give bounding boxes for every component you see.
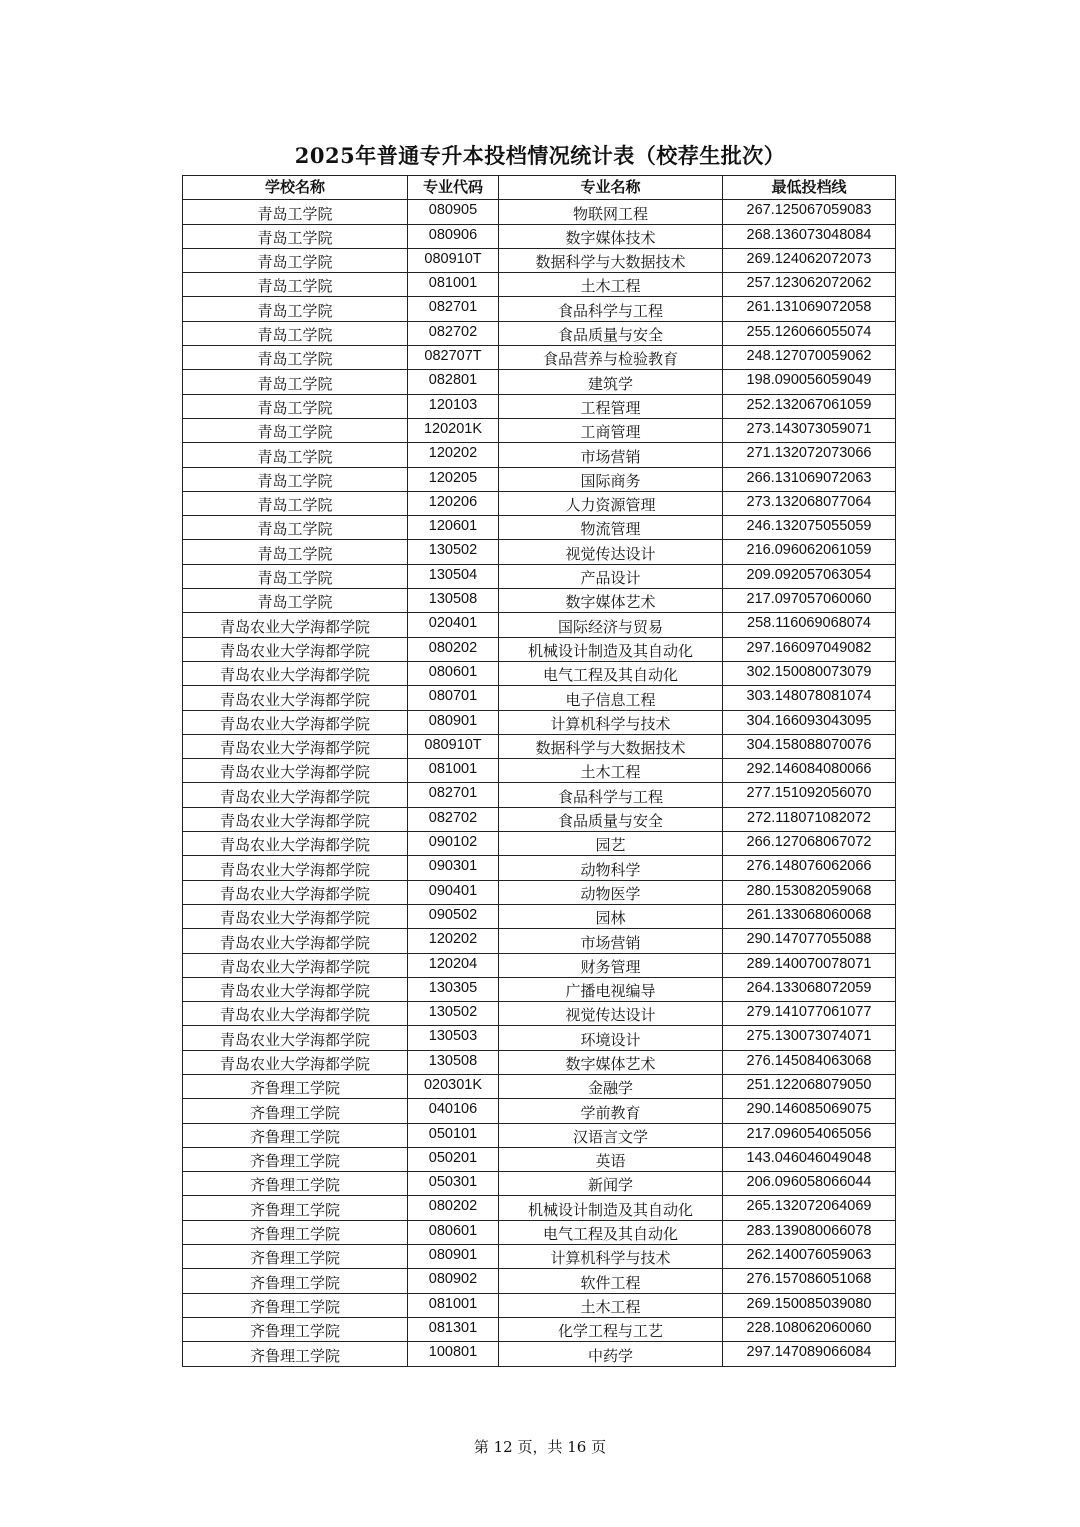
major-code-cell: 090301 <box>408 856 499 880</box>
min-score-cell: 266.131069072063 <box>723 467 896 491</box>
school-name-cell: 青岛工学院 <box>183 443 408 467</box>
admission-score-table <box>182 175 896 1367</box>
major-name-cell: 电气工程及其自动化 <box>499 661 723 685</box>
major-code-cell: 130504 <box>408 564 499 588</box>
table-row <box>183 589 896 613</box>
min-score-cell: 304.166093043095 <box>723 710 896 734</box>
min-score-cell: 258.116069068074 <box>723 613 896 637</box>
major-name-cell: 园林 <box>499 904 723 928</box>
major-code-cell: 080906 <box>408 224 499 248</box>
min-score-cell: 268.136073048084 <box>723 224 896 248</box>
major-name-cell: 财务管理 <box>499 953 723 977</box>
major-name-cell: 食品营养与检验教育 <box>499 346 723 370</box>
table-row <box>183 297 896 321</box>
major-name-cell: 机械设计制造及其自动化 <box>499 1196 723 1220</box>
min-score-cell: 143.046046049048 <box>723 1147 896 1171</box>
major-code-cell: 080202 <box>408 637 499 661</box>
header-major-name: 专业名称 <box>499 176 723 200</box>
table-row <box>183 904 896 928</box>
major-code-cell: 082701 <box>408 783 499 807</box>
table-row <box>183 1123 896 1147</box>
major-name-cell: 工商管理 <box>499 418 723 442</box>
table-row <box>183 418 896 442</box>
major-code-cell: 120202 <box>408 443 499 467</box>
school-name-cell: 青岛农业大学海都学院 <box>183 977 408 1001</box>
min-score-cell: 261.133068060068 <box>723 904 896 928</box>
school-name-cell: 青岛工学院 <box>183 394 408 418</box>
major-code-cell: 082801 <box>408 370 499 394</box>
school-name-cell: 青岛工学院 <box>183 297 408 321</box>
major-code-cell: 081001 <box>408 1293 499 1317</box>
table-row <box>183 540 896 564</box>
min-score-cell: 297.147089066084 <box>723 1342 896 1366</box>
school-name-cell: 齐鲁理工学院 <box>183 1172 408 1196</box>
table-row <box>183 491 896 515</box>
major-name-cell: 英语 <box>499 1147 723 1171</box>
school-name-cell: 齐鲁理工学院 <box>183 1342 408 1366</box>
major-code-cell: 080601 <box>408 1220 499 1244</box>
major-name-cell: 食品科学与工程 <box>499 297 723 321</box>
school-name-cell: 青岛农业大学海都学院 <box>183 783 408 807</box>
major-code-cell: 050301 <box>408 1172 499 1196</box>
major-code-cell: 080902 <box>408 1269 499 1293</box>
min-score-cell: 272.118071082072 <box>723 807 896 831</box>
min-score-cell: 283.139080066078 <box>723 1220 896 1244</box>
major-name-cell: 国际经济与贸易 <box>499 613 723 637</box>
major-code-cell: 120206 <box>408 491 499 515</box>
school-name-cell: 青岛农业大学海都学院 <box>183 832 408 856</box>
table-row <box>183 394 896 418</box>
table-row <box>183 1293 896 1317</box>
major-code-cell: 020401 <box>408 613 499 637</box>
major-name-cell: 数字媒体艺术 <box>499 589 723 613</box>
school-name-cell: 青岛工学院 <box>183 418 408 442</box>
school-name-cell: 青岛工学院 <box>183 370 408 394</box>
major-name-cell: 建筑学 <box>499 370 723 394</box>
min-score-cell: 252.132067061059 <box>723 394 896 418</box>
table-row <box>183 686 896 710</box>
min-score-cell: 297.166097049082 <box>723 637 896 661</box>
major-code-cell: 100801 <box>408 1342 499 1366</box>
min-score-cell: 276.157086051068 <box>723 1269 896 1293</box>
table-row <box>183 880 896 904</box>
major-name-cell: 物流管理 <box>499 516 723 540</box>
table-row <box>183 783 896 807</box>
major-code-cell: 080202 <box>408 1196 499 1220</box>
major-name-cell: 土木工程 <box>499 273 723 297</box>
min-score-cell: 289.140070078071 <box>723 953 896 977</box>
min-score-cell: 265.132072064069 <box>723 1196 896 1220</box>
major-code-cell: 120103 <box>408 394 499 418</box>
major-code-cell: 120601 <box>408 516 499 540</box>
min-score-cell: 273.143073059071 <box>723 418 896 442</box>
school-name-cell: 齐鲁理工学院 <box>183 1123 408 1147</box>
major-name-cell: 视觉传达设计 <box>499 1002 723 1026</box>
min-score-cell: 255.126066055074 <box>723 321 896 345</box>
min-score-cell: 216.096062061059 <box>723 540 896 564</box>
major-name-cell: 学前教育 <box>499 1099 723 1123</box>
school-name-cell: 青岛农业大学海都学院 <box>183 904 408 928</box>
major-code-cell: 081001 <box>408 273 499 297</box>
major-code-cell: 082702 <box>408 321 499 345</box>
major-code-cell: 130508 <box>408 1050 499 1074</box>
table-row <box>183 661 896 685</box>
min-score-cell: 228.108062060060 <box>723 1317 896 1341</box>
table-row <box>183 200 896 224</box>
table-row <box>183 321 896 345</box>
major-code-cell: 090401 <box>408 880 499 904</box>
major-code-cell: 050101 <box>408 1123 499 1147</box>
school-name-cell: 青岛农业大学海都学院 <box>183 1050 408 1074</box>
min-score-cell: 302.150080073079 <box>723 661 896 685</box>
school-name-cell: 齐鲁理工学院 <box>183 1245 408 1269</box>
major-name-cell: 食品科学与工程 <box>499 783 723 807</box>
school-name-cell: 青岛工学院 <box>183 273 408 297</box>
table-row <box>183 637 896 661</box>
table-row <box>183 856 896 880</box>
min-score-cell: 280.153082059068 <box>723 880 896 904</box>
major-code-cell: 120202 <box>408 929 499 953</box>
min-score-cell: 269.124062072073 <box>723 248 896 272</box>
major-code-cell: 020301K <box>408 1074 499 1098</box>
major-code-cell: 130502 <box>408 1002 499 1026</box>
school-name-cell: 青岛工学院 <box>183 516 408 540</box>
table-row <box>183 564 896 588</box>
min-score-cell: 303.148078081074 <box>723 686 896 710</box>
min-score-cell: 267.125067059083 <box>723 200 896 224</box>
min-score-cell: 277.151092056070 <box>723 783 896 807</box>
school-name-cell: 齐鲁理工学院 <box>183 1074 408 1098</box>
major-name-cell: 数据科学与大数据技术 <box>499 734 723 758</box>
table-row <box>183 953 896 977</box>
major-code-cell: 082702 <box>408 807 499 831</box>
major-code-cell: 081001 <box>408 759 499 783</box>
major-name-cell: 计算机科学与技术 <box>499 710 723 734</box>
min-score-cell: 206.096058066044 <box>723 1172 896 1196</box>
major-name-cell: 市场营销 <box>499 929 723 953</box>
major-name-cell: 产品设计 <box>499 564 723 588</box>
major-name-cell: 市场营销 <box>499 443 723 467</box>
min-score-cell: 290.146085069075 <box>723 1099 896 1123</box>
major-name-cell: 园艺 <box>499 832 723 856</box>
major-name-cell: 软件工程 <box>499 1269 723 1293</box>
school-name-cell: 齐鲁理工学院 <box>183 1220 408 1244</box>
major-name-cell: 视觉传达设计 <box>499 540 723 564</box>
major-name-cell: 物联网工程 <box>499 200 723 224</box>
min-score-cell: 251.122068079050 <box>723 1074 896 1098</box>
school-name-cell: 青岛农业大学海都学院 <box>183 613 408 637</box>
header-school-name: 学校名称 <box>183 176 408 200</box>
school-name-cell: 青岛工学院 <box>183 467 408 491</box>
major-name-cell: 工程管理 <box>499 394 723 418</box>
major-name-cell: 数字媒体艺术 <box>499 1050 723 1074</box>
min-score-cell: 246.132075055059 <box>723 516 896 540</box>
major-code-cell: 082701 <box>408 297 499 321</box>
major-code-cell: 130508 <box>408 589 499 613</box>
min-score-cell: 279.141077061077 <box>723 1002 896 1026</box>
major-name-cell: 动物科学 <box>499 856 723 880</box>
table-row <box>183 807 896 831</box>
table-row <box>183 759 896 783</box>
major-name-cell: 电气工程及其自动化 <box>499 1220 723 1244</box>
major-name-cell: 金融学 <box>499 1074 723 1098</box>
major-code-cell: 130502 <box>408 540 499 564</box>
table-row <box>183 1002 896 1026</box>
min-score-cell: 264.133068072059 <box>723 977 896 1001</box>
school-name-cell: 青岛农业大学海都学院 <box>183 1026 408 1050</box>
school-name-cell: 青岛农业大学海都学院 <box>183 953 408 977</box>
min-score-cell: 276.145084063068 <box>723 1050 896 1074</box>
table-row <box>183 467 896 491</box>
major-code-cell: 080910T <box>408 248 499 272</box>
min-score-cell: 304.158088070076 <box>723 734 896 758</box>
table-row <box>183 1026 896 1050</box>
major-code-cell: 120205 <box>408 467 499 491</box>
school-name-cell: 青岛农业大学海都学院 <box>183 807 408 831</box>
school-name-cell: 青岛农业大学海都学院 <box>183 637 408 661</box>
table-row <box>183 1269 896 1293</box>
min-score-cell: 275.130073074071 <box>723 1026 896 1050</box>
major-code-cell: 120204 <box>408 953 499 977</box>
table-row <box>183 977 896 1001</box>
table-row <box>183 1196 896 1220</box>
major-name-cell: 汉语言文学 <box>499 1123 723 1147</box>
table-row <box>183 346 896 370</box>
school-name-cell: 青岛工学院 <box>183 346 408 370</box>
major-code-cell: 090102 <box>408 832 499 856</box>
school-name-cell: 齐鲁理工学院 <box>183 1147 408 1171</box>
table-row <box>183 273 896 297</box>
school-name-cell: 青岛农业大学海都学院 <box>183 661 408 685</box>
major-code-cell: 080701 <box>408 686 499 710</box>
school-name-cell: 齐鲁理工学院 <box>183 1293 408 1317</box>
school-name-cell: 齐鲁理工学院 <box>183 1099 408 1123</box>
major-code-cell: 082707T <box>408 346 499 370</box>
min-score-cell: 198.090056059049 <box>723 370 896 394</box>
page-footer: 第 12 页，共 16 页 <box>473 1438 607 1456</box>
major-name-cell: 计算机科学与技术 <box>499 1245 723 1269</box>
school-name-cell: 青岛农业大学海都学院 <box>183 710 408 734</box>
school-name-cell: 齐鲁理工学院 <box>183 1269 408 1293</box>
major-name-cell: 数据科学与大数据技术 <box>499 248 723 272</box>
school-name-cell: 青岛农业大学海都学院 <box>183 734 408 758</box>
table-row <box>183 1342 896 1366</box>
major-name-cell: 电子信息工程 <box>499 686 723 710</box>
major-code-cell: 081301 <box>408 1317 499 1341</box>
school-name-cell: 青岛工学院 <box>183 321 408 345</box>
major-name-cell: 化学工程与工艺 <box>499 1317 723 1341</box>
school-name-cell: 齐鲁理工学院 <box>183 1317 408 1341</box>
min-score-cell: 217.097057060060 <box>723 589 896 613</box>
min-score-cell: 292.146084080066 <box>723 759 896 783</box>
page-title: 2025年普通专升本投档情况统计表（校荐生批次） <box>294 143 786 168</box>
school-name-cell: 青岛工学院 <box>183 248 408 272</box>
major-name-cell: 新闻学 <box>499 1172 723 1196</box>
major-code-cell: 130305 <box>408 977 499 1001</box>
major-name-cell: 土木工程 <box>499 1293 723 1317</box>
major-name-cell: 动物医学 <box>499 880 723 904</box>
table-row <box>183 224 896 248</box>
school-name-cell: 青岛工学院 <box>183 564 408 588</box>
school-name-cell: 青岛农业大学海都学院 <box>183 686 408 710</box>
school-name-cell: 青岛农业大学海都学院 <box>183 856 408 880</box>
school-name-cell: 青岛工学院 <box>183 540 408 564</box>
school-name-cell: 青岛工学院 <box>183 224 408 248</box>
major-code-cell: 090502 <box>408 904 499 928</box>
major-code-cell: 130503 <box>408 1026 499 1050</box>
school-name-cell: 青岛农业大学海都学院 <box>183 880 408 904</box>
table-row <box>183 248 896 272</box>
table-row <box>183 1074 896 1098</box>
min-score-cell: 273.132068077064 <box>723 491 896 515</box>
major-name-cell: 数字媒体技术 <box>499 224 723 248</box>
table-body <box>183 200 896 1366</box>
major-code-cell: 120201K <box>408 418 499 442</box>
min-score-cell: 261.131069072058 <box>723 297 896 321</box>
major-code-cell: 040106 <box>408 1099 499 1123</box>
table-row <box>183 516 896 540</box>
min-score-cell: 257.123062072062 <box>723 273 896 297</box>
major-name-cell: 环境设计 <box>499 1026 723 1050</box>
header-min-score: 最低投档线 <box>723 176 896 200</box>
table-row <box>183 710 896 734</box>
min-score-cell: 209.092057063054 <box>723 564 896 588</box>
table-row <box>183 1220 896 1244</box>
major-name-cell: 食品质量与安全 <box>499 321 723 345</box>
major-name-cell: 机械设计制造及其自动化 <box>499 637 723 661</box>
school-name-cell: 青岛工学院 <box>183 491 408 515</box>
major-name-cell: 广播电视编导 <box>499 977 723 1001</box>
table-row <box>183 443 896 467</box>
min-score-cell: 217.096054065056 <box>723 1123 896 1147</box>
school-name-cell: 青岛农业大学海都学院 <box>183 759 408 783</box>
min-score-cell: 262.140076059063 <box>723 1245 896 1269</box>
table-row <box>183 613 896 637</box>
table-row <box>183 1147 896 1171</box>
min-score-cell: 271.132072073066 <box>723 443 896 467</box>
major-name-cell: 人力资源管理 <box>499 491 723 515</box>
major-name-cell: 食品质量与安全 <box>499 807 723 831</box>
major-name-cell: 土木工程 <box>499 759 723 783</box>
table-row <box>183 370 896 394</box>
major-code-cell: 080910T <box>408 734 499 758</box>
school-name-cell: 齐鲁理工学院 <box>183 1196 408 1220</box>
major-code-cell: 080901 <box>408 1245 499 1269</box>
table-row <box>183 832 896 856</box>
major-code-cell: 080601 <box>408 661 499 685</box>
table-row <box>183 1050 896 1074</box>
min-score-cell: 269.150085039080 <box>723 1293 896 1317</box>
min-score-cell: 290.147077055088 <box>723 929 896 953</box>
table-row <box>183 734 896 758</box>
school-name-cell: 青岛农业大学海都学院 <box>183 1002 408 1026</box>
table-row <box>183 1099 896 1123</box>
min-score-cell: 266.127068067072 <box>723 832 896 856</box>
school-name-cell: 青岛工学院 <box>183 589 408 613</box>
min-score-cell: 276.148076062066 <box>723 856 896 880</box>
major-code-cell: 080901 <box>408 710 499 734</box>
major-code-cell: 080905 <box>408 200 499 224</box>
school-name-cell: 青岛农业大学海都学院 <box>183 929 408 953</box>
school-name-cell: 青岛工学院 <box>183 200 408 224</box>
min-score-cell: 248.127070059062 <box>723 346 896 370</box>
table-row <box>183 1172 896 1196</box>
major-name-cell: 中药学 <box>499 1342 723 1366</box>
header-major-code: 专业代码 <box>408 176 499 200</box>
table-row <box>183 1317 896 1341</box>
table-row <box>183 929 896 953</box>
table-row <box>183 1245 896 1269</box>
major-code-cell: 050201 <box>408 1147 499 1171</box>
major-name-cell: 国际商务 <box>499 467 723 491</box>
table-header-row <box>183 176 896 200</box>
